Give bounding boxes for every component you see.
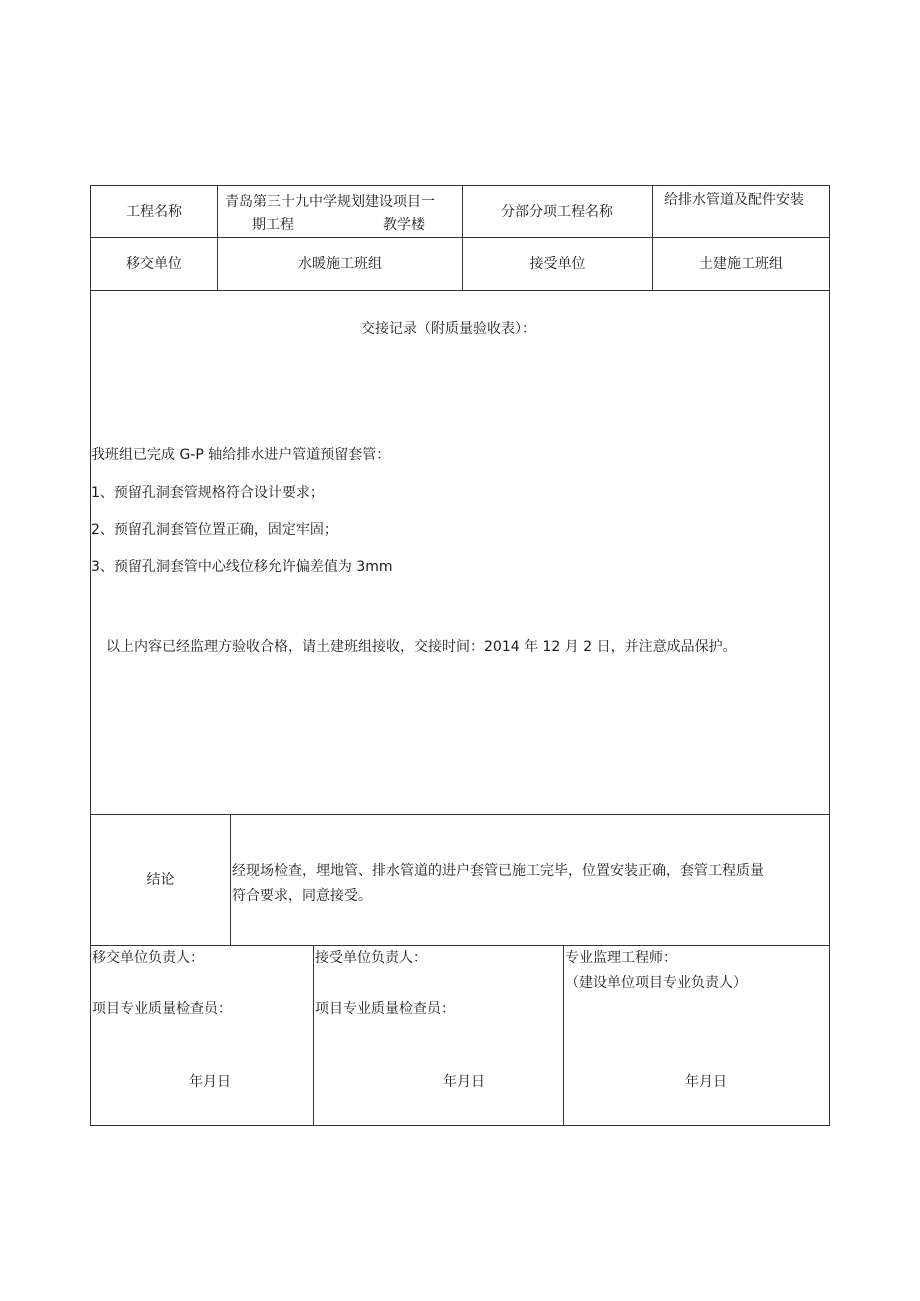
row-divider bbox=[91, 290, 829, 291]
receiving-unit-value: 土建施工班组 bbox=[699, 256, 783, 272]
supervisor-label: 专业监理工程师： bbox=[565, 950, 677, 966]
receive-date-label: 年月日 bbox=[443, 1074, 485, 1090]
supervisor-date-label: 年月日 bbox=[685, 1074, 727, 1090]
sub-project-value: 给排水管道及配件安装 bbox=[664, 192, 804, 208]
record-title: 交接记录（附质量验收表）： bbox=[361, 321, 536, 337]
project-name-label: 工程名称 bbox=[126, 203, 182, 220]
sub-project-label: 分部分项工程名称 bbox=[501, 203, 613, 220]
project-name-value-line2b: 教学楼 bbox=[383, 217, 425, 233]
conclusion-text-line2: 符合要求，同意接受。 bbox=[232, 888, 372, 904]
record-statement: 以上内容已经监理方验收合格，请土建班组接收，交接时间：2014 年 12 月 2 日，并注意成品保护。 bbox=[106, 639, 737, 655]
transfer-unit-value: 水暖施工班组 bbox=[298, 256, 382, 272]
col-divider bbox=[563, 945, 564, 1125]
transfer-unit-label: 移交单位 bbox=[126, 256, 182, 272]
project-name-value-line2a: 期工程 bbox=[252, 217, 294, 233]
receiving-unit-label: 接受单位 bbox=[529, 256, 586, 272]
receive-inspector-label: 项目专业质量检查员： bbox=[315, 1001, 455, 1017]
transfer-head-label: 移交单位负责人： bbox=[92, 950, 204, 966]
handover-form bbox=[90, 185, 830, 1126]
project-name-value-line1: 青岛第三十九中学规划建设项目一 bbox=[225, 194, 435, 210]
transfer-inspector-label: 项目专业质量检查员： bbox=[92, 1001, 232, 1017]
conclusion-label: 结论 bbox=[146, 872, 175, 888]
record-item: 1、预留孔洞套管规格符合设计要求； bbox=[91, 485, 324, 501]
conclusion-text-line1: 经现场检查，埋地管、排水管道的进户套管已施工完毕，位置安装正确，套管工程质量 bbox=[232, 863, 764, 879]
record-item: 2、预留孔洞套管位置正确，固定牢固； bbox=[91, 522, 338, 538]
col-divider bbox=[313, 945, 314, 1125]
record-intro: 我班组已完成 G-P 轴给排水进户管道预留套管： bbox=[91, 447, 391, 463]
record-item: 3、预留孔洞套管中心线位移允许偏差值为 3mm bbox=[91, 559, 393, 575]
supervisor-note: （建设单位项目专业负责人） bbox=[565, 975, 747, 991]
col-divider bbox=[230, 814, 231, 945]
transfer-date-label: 年月日 bbox=[189, 1074, 231, 1090]
receive-head-label: 接受单位负责人： bbox=[315, 950, 427, 966]
row-divider bbox=[91, 945, 829, 946]
